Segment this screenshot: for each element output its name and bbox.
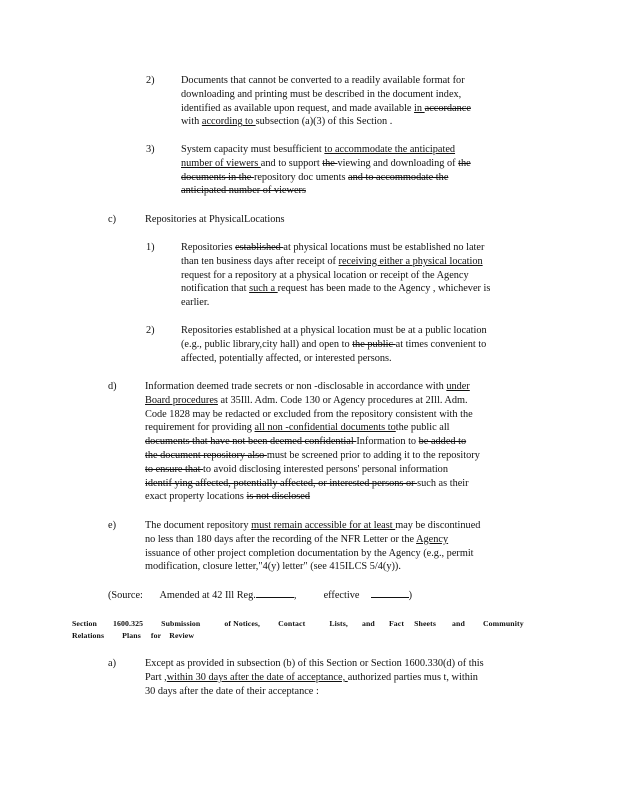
paragraph-e [145,519,537,574]
paragraph-c-1 [181,241,539,310]
source-note [108,588,412,603]
item-number: 1) [146,242,155,253]
text-line: 30 days after the date of their acceptance : [145,685,319,697]
section-heading-row-2 [72,630,542,642]
text-line: request for a repository at a physical location or receipt of the Agency [181,269,469,281]
section-heading [72,618,542,642]
item-number: a) [108,658,116,669]
text-line: with according to subsection (a)(3) of this Section . [181,116,393,128]
blank-field [371,588,409,598]
text-line: issuance of other project completion documentation by the Agency (e.g., permit [145,547,474,559]
paragraph-item-2 [181,74,537,129]
text-line: Code 1828 may be redacted or excluded from the repository consistent with the [145,408,473,420]
text-line: (e.g., public library,city hall) and open to the public at times convenient to [181,338,487,350]
heading-word: Plans [122,631,141,640]
text-line: affected, potentially affected, or interested persons. [181,352,392,364]
text-line: exact property locations is not disclosed [145,491,311,503]
text-line: anticipated number of viewers [181,185,306,197]
heading-word: Fact [388,619,405,628]
paragraph-item-3 [181,143,537,198]
paragraph-d [145,380,537,504]
blank-field [256,588,294,598]
item-number: d) [108,381,117,392]
subsection-title: Repositories at PhysicalLocations [145,214,285,225]
section-heading-row-1 [72,618,542,630]
text-line: Repositories established at physical locations must be established no later [181,242,485,253]
text-line: number of viewers and to support the viewing and downloading of the [181,157,471,169]
heading-word: Relations [72,631,105,640]
text-line: the document repository also must be screened prior to adding it to the repository [145,449,480,461]
text-line: requirement for providing all non -confidential documents tothe public all [145,422,450,434]
close-paren: ) [408,590,413,601]
item-number: 2) [146,75,155,86]
text-line: earlier. [181,297,210,309]
text-line: notification that such a request has been made to the Agency , whichever is [181,283,491,295]
heading-word: Section [72,619,97,628]
text-line: than ten business days after receipt of receiving either a physical location [181,255,483,267]
heading-word: and [452,619,465,628]
text-line: System capacity must besufficient to accommodate the anticipated [181,144,456,155]
paragraph-c-2 [181,324,539,365]
heading-word: Sheets [414,619,436,628]
text-line: The document repository must remain accessible for at least may be discontinued [145,520,481,531]
item-number: 3) [146,144,155,155]
text-line: Information deemed trade secrets or non -disclosable in accordance with under [145,381,470,392]
heading-word: Community [482,619,524,628]
item-number: e) [108,520,116,531]
text-line: Except as provided in subsection (b) of this Section or Section 1600.330(d) of this [145,658,484,669]
heading-word: of Notices, [224,619,261,628]
text-line: downloading and printing must be described in the document index, [181,88,462,100]
heading-word: Contact [278,619,306,628]
heading-word: Lists, [329,619,348,628]
item-number: c) [108,214,116,225]
text-line: documents in the repository doc uments and to accommodate the [181,171,449,183]
source-effective: effective [323,590,360,601]
comma: , [293,590,297,601]
source-amended: Amended at 42 Ill Reg. [159,590,256,601]
text-line: no less than 180 days after the recording of the NFR Letter or the Agency [145,533,449,545]
text-line: modification, closure letter,"4(y) letter" (see 415ILCS 5/4(y)). [145,561,401,573]
text-line: Repositories established at a physical location must be at a public location [181,325,487,336]
text-line: documents that have not been deemed confidential Information to be added to [145,436,467,448]
text-line: Part ,within 30 days after the date of acceptance, authorized parties mus t, within [145,671,478,683]
source-label: (Source: [108,590,143,601]
heading-word: and [362,619,375,628]
text-line: identified as available upon request, and made available in accordance [181,102,471,114]
text-line: identif ying affected, potentially affected, or interested persons or such as their [145,477,469,489]
heading-word: Submission [161,619,201,628]
text-line: to ensure that to avoid disclosing interested persons' personal information [145,463,448,475]
heading-word: for [150,631,162,640]
paragraph-a [145,657,537,698]
text-line: Documents that cannot be converted to a readily available format for [181,75,465,86]
item-number: 2) [146,325,155,336]
heading-word: 1600.325 [113,619,144,628]
heading-word: Review [169,631,195,640]
text-line: Board procedures at 35Ill. Adm. Code 130 or Agency procedures at 2Ill. Adm. [145,394,468,406]
